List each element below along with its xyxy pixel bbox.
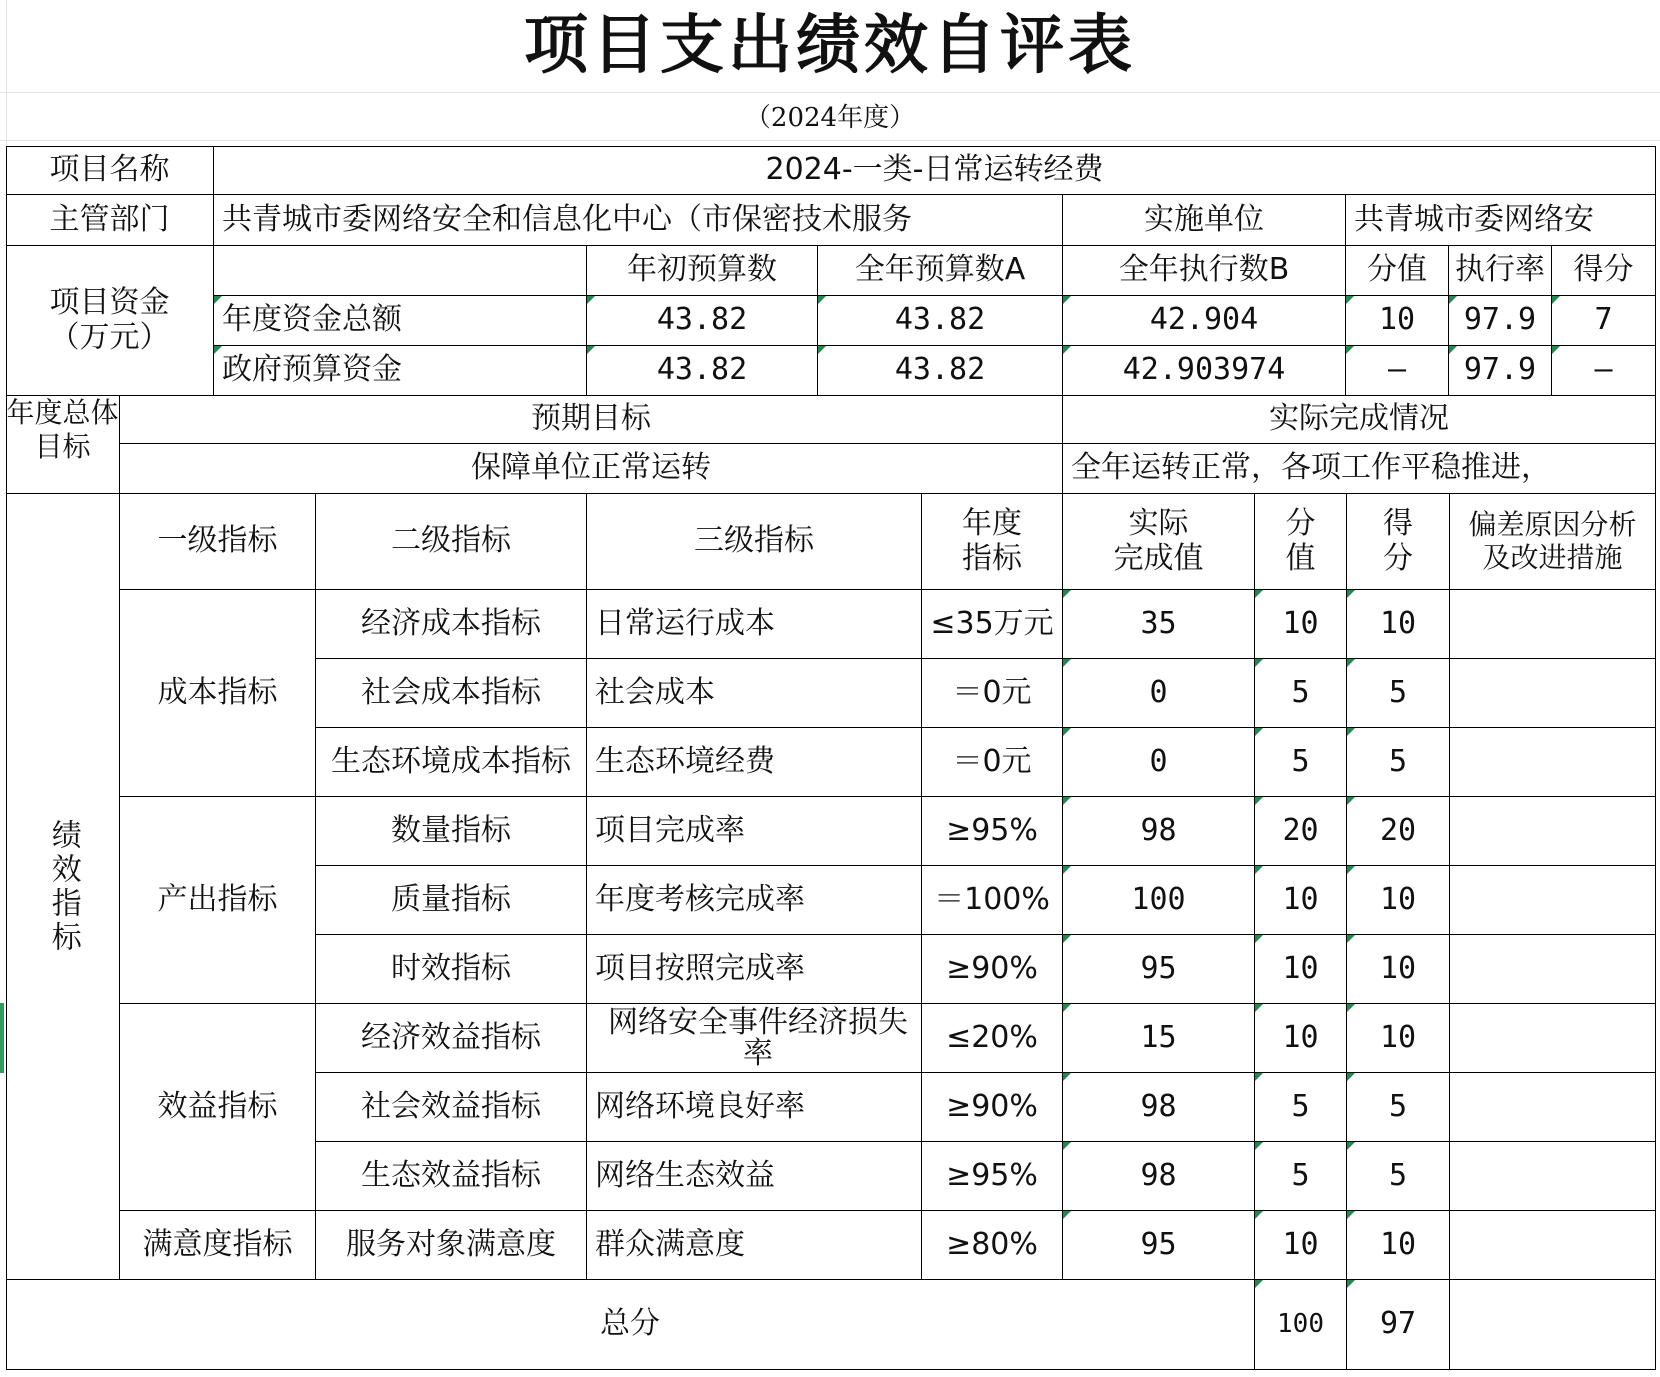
funds-executed-cell[interactable]: 42.903974 xyxy=(1063,346,1346,396)
funds-header-2[interactable]: 全年执行数B xyxy=(1063,246,1346,296)
weight-value[interactable]: 10 xyxy=(1255,590,1347,659)
deviation-note[interactable] xyxy=(1450,866,1656,935)
page-title: 项目支出绩效自评表 xyxy=(524,8,1136,83)
weight-value[interactable]: 5 xyxy=(1255,1073,1347,1142)
level2-indicator[interactable]: 质量指标 xyxy=(316,866,587,935)
funds-annual-cell[interactable]: 43.82 xyxy=(818,346,1063,396)
actual-value[interactable]: 15 xyxy=(1063,1004,1255,1073)
department-label[interactable]: 主管部门 xyxy=(6,195,214,246)
deviation-note[interactable] xyxy=(1450,935,1656,1004)
indicator-header-2[interactable]: 三级指标 xyxy=(587,494,922,590)
indicator-header-1[interactable]: 二级指标 xyxy=(316,494,587,590)
actual-completion-value[interactable]: 全年运转正常，各项工作平稳推进， xyxy=(1063,444,1656,494)
deviation-note[interactable] xyxy=(1450,1004,1656,1073)
actual-value[interactable]: 95 xyxy=(1063,1211,1255,1280)
actual-value[interactable]: 98 xyxy=(1063,1073,1255,1142)
level2-indicator[interactable]: 服务对象满意度 xyxy=(316,1211,587,1280)
deviation-note[interactable] xyxy=(1450,797,1656,866)
level3-indicator[interactable]: 网络环境良好率 xyxy=(587,1073,922,1142)
weight-value[interactable]: 20 xyxy=(1255,797,1347,866)
score-value[interactable]: 5 xyxy=(1347,659,1450,728)
level1-indicator[interactable]: 成本指标 xyxy=(120,590,316,797)
funds-score-cell[interactable]: 7 xyxy=(1552,296,1656,346)
implementing-unit-value[interactable]: 共青城市委网络安 xyxy=(1346,195,1656,246)
deviation-note[interactable] xyxy=(1450,728,1656,797)
level2-indicator[interactable]: 经济效益指标 xyxy=(316,1004,587,1073)
annual-goal-label[interactable]: 年度总体目标 xyxy=(6,396,120,494)
score-value[interactable]: 5 xyxy=(1347,1142,1450,1211)
weight-value[interactable]: 10 xyxy=(1255,1211,1347,1280)
annual-target[interactable]: ≥90% xyxy=(922,935,1063,1004)
funds-initial-cell[interactable]: 43.82 xyxy=(587,346,818,396)
total-weight[interactable]: 100 xyxy=(1255,1280,1347,1370)
funds-label[interactable]: 项目资金 （万元） xyxy=(6,246,214,396)
level1-indicator[interactable]: 产出指标 xyxy=(120,797,316,1004)
expected-goal-value[interactable]: 保障单位正常运转 xyxy=(120,444,1063,494)
indicator-header-0[interactable]: 一级指标 xyxy=(120,494,316,590)
weight-value[interactable]: 10 xyxy=(1255,866,1347,935)
level2-indicator[interactable]: 数量指标 xyxy=(316,797,587,866)
indicator-header-4[interactable]: 实际 完成值 xyxy=(1063,494,1255,590)
implementing-unit-label[interactable]: 实施单位 xyxy=(1063,195,1346,246)
level3-indicator[interactable]: 社会成本 xyxy=(587,659,922,728)
project-name-value[interactable]: 2024-一类-日常运转经费 xyxy=(214,146,1656,195)
level2-indicator[interactable]: 生态效益指标 xyxy=(316,1142,587,1211)
funds-header-0[interactable]: 年初预算数 xyxy=(587,246,818,296)
project-name-label[interactable]: 项目名称 xyxy=(6,146,214,195)
deviation-note[interactable] xyxy=(1450,1211,1656,1280)
funds-executed-cell[interactable]: 42.904 xyxy=(1063,296,1346,346)
level1-indicator[interactable]: 效益指标 xyxy=(120,1004,316,1211)
level2-indicator[interactable]: 经济成本指标 xyxy=(316,590,587,659)
indicator-header-5[interactable]: 分 值 xyxy=(1255,494,1347,590)
annual-target[interactable]: ＝100% xyxy=(922,866,1063,935)
actual-value[interactable]: 0 xyxy=(1063,659,1255,728)
level3-indicator[interactable]: 日常运行成本 xyxy=(587,590,922,659)
department-value[interactable]: 共青城市委网络安全和信息化中心（市保密技术服务 xyxy=(214,195,1063,246)
weight-value[interactable]: 10 xyxy=(1255,1004,1347,1073)
annual-target[interactable]: ≥80% xyxy=(922,1211,1063,1280)
funds-header-4[interactable]: 执行率 xyxy=(1449,246,1552,296)
funds-header-3[interactable]: 分值 xyxy=(1346,246,1449,296)
score-value[interactable]: 10 xyxy=(1347,935,1450,1004)
weight-value[interactable]: 5 xyxy=(1255,1142,1347,1211)
expected-goal-header[interactable]: 预期目标 xyxy=(120,396,1063,444)
total-score[interactable]: 97 xyxy=(1347,1280,1450,1370)
funds-header-blank[interactable] xyxy=(214,246,587,296)
funds-header-5[interactable]: 得分 xyxy=(1552,246,1656,296)
actual-value[interactable]: 100 xyxy=(1063,866,1255,935)
annual-target[interactable]: ＝0元 xyxy=(922,728,1063,797)
level3-indicator[interactable]: 群众满意度 xyxy=(587,1211,922,1280)
funds-score_value-cell[interactable]: 10 xyxy=(1346,296,1449,346)
deviation-note[interactable] xyxy=(1450,590,1656,659)
level3-indicator[interactable]: 网络生态效益 xyxy=(587,1142,922,1211)
funds-score_value-cell[interactable]: — xyxy=(1346,346,1449,396)
level3-indicator[interactable]: 网络安全事件经济损失率 xyxy=(587,1004,922,1073)
weight-value[interactable]: 10 xyxy=(1255,935,1347,1004)
score-value[interactable]: 10 xyxy=(1347,1211,1450,1280)
score-value[interactable]: 10 xyxy=(1347,1004,1450,1073)
annual-target[interactable]: ≥90% xyxy=(922,1073,1063,1142)
grid-line xyxy=(0,92,1660,93)
annual-target[interactable]: ＝0元 xyxy=(922,659,1063,728)
weight-value[interactable]: 5 xyxy=(1255,659,1347,728)
actual-value[interactable]: 95 xyxy=(1063,935,1255,1004)
funds-rate-cell[interactable]: 97.9 xyxy=(1449,346,1552,396)
funds-header-1[interactable]: 全年预算数A xyxy=(818,246,1063,296)
deviation-note[interactable] xyxy=(1450,1142,1656,1211)
actual-value[interactable]: 98 xyxy=(1063,1142,1255,1211)
level2-indicator[interactable]: 时效指标 xyxy=(316,935,587,1004)
level1-indicator[interactable]: 满意度指标 xyxy=(120,1211,316,1280)
funds-row-label[interactable]: 政府预算资金 xyxy=(214,346,587,396)
performance-indicators-label[interactable]: 绩效指标 xyxy=(6,494,120,1280)
funds-row-label[interactable]: 年度资金总额 xyxy=(214,296,587,346)
funds-score-cell[interactable]: — xyxy=(1552,346,1656,396)
row-selection-marker xyxy=(0,1003,4,1073)
page-subtitle: （2024年度） xyxy=(744,103,916,133)
indicator-header-3[interactable]: 年度 指标 xyxy=(922,494,1063,590)
annual-target[interactable]: ≤35万元 xyxy=(922,590,1063,659)
actual-value[interactable]: 35 xyxy=(1063,590,1255,659)
level3-indicator[interactable]: 生态环境经费 xyxy=(587,728,922,797)
indicator-header-6[interactable]: 得 分 xyxy=(1347,494,1450,590)
score-value[interactable]: 5 xyxy=(1347,728,1450,797)
score-value[interactable]: 20 xyxy=(1347,797,1450,866)
indicator-header-7[interactable]: 偏差原因分析 及改进措施 xyxy=(1450,494,1656,590)
deviation-note[interactable] xyxy=(1450,659,1656,728)
total-note[interactable] xyxy=(1450,1280,1656,1370)
annual-target[interactable]: ≥95% xyxy=(922,1142,1063,1211)
funds-rate-cell[interactable]: 97.9 xyxy=(1449,296,1552,346)
grid-line xyxy=(0,140,1660,141)
actual-completion-header[interactable]: 实际完成情况 xyxy=(1063,396,1656,444)
score-value[interactable]: 10 xyxy=(1347,590,1450,659)
annual-target[interactable]: ≤20% xyxy=(922,1004,1063,1073)
level3-indicator[interactable]: 项目按照完成率 xyxy=(587,935,922,1004)
level2-indicator[interactable]: 社会成本指标 xyxy=(316,659,587,728)
annual-target[interactable]: ≥95% xyxy=(922,797,1063,866)
funds-annual-cell[interactable]: 43.82 xyxy=(818,296,1063,346)
weight-value[interactable]: 5 xyxy=(1255,728,1347,797)
score-value[interactable]: 5 xyxy=(1347,1073,1450,1142)
actual-value[interactable]: 98 xyxy=(1063,797,1255,866)
total-label[interactable]: 总分 xyxy=(6,1280,1255,1370)
level3-indicator[interactable]: 年度考核完成率 xyxy=(587,866,922,935)
deviation-note[interactable] xyxy=(1450,1073,1656,1142)
level2-indicator[interactable]: 社会效益指标 xyxy=(316,1073,587,1142)
score-value[interactable]: 10 xyxy=(1347,866,1450,935)
funds-initial-cell[interactable]: 43.82 xyxy=(587,296,818,346)
level2-indicator[interactable]: 生态环境成本指标 xyxy=(316,728,587,797)
level3-indicator[interactable]: 项目完成率 xyxy=(587,797,922,866)
actual-value[interactable]: 0 xyxy=(1063,728,1255,797)
